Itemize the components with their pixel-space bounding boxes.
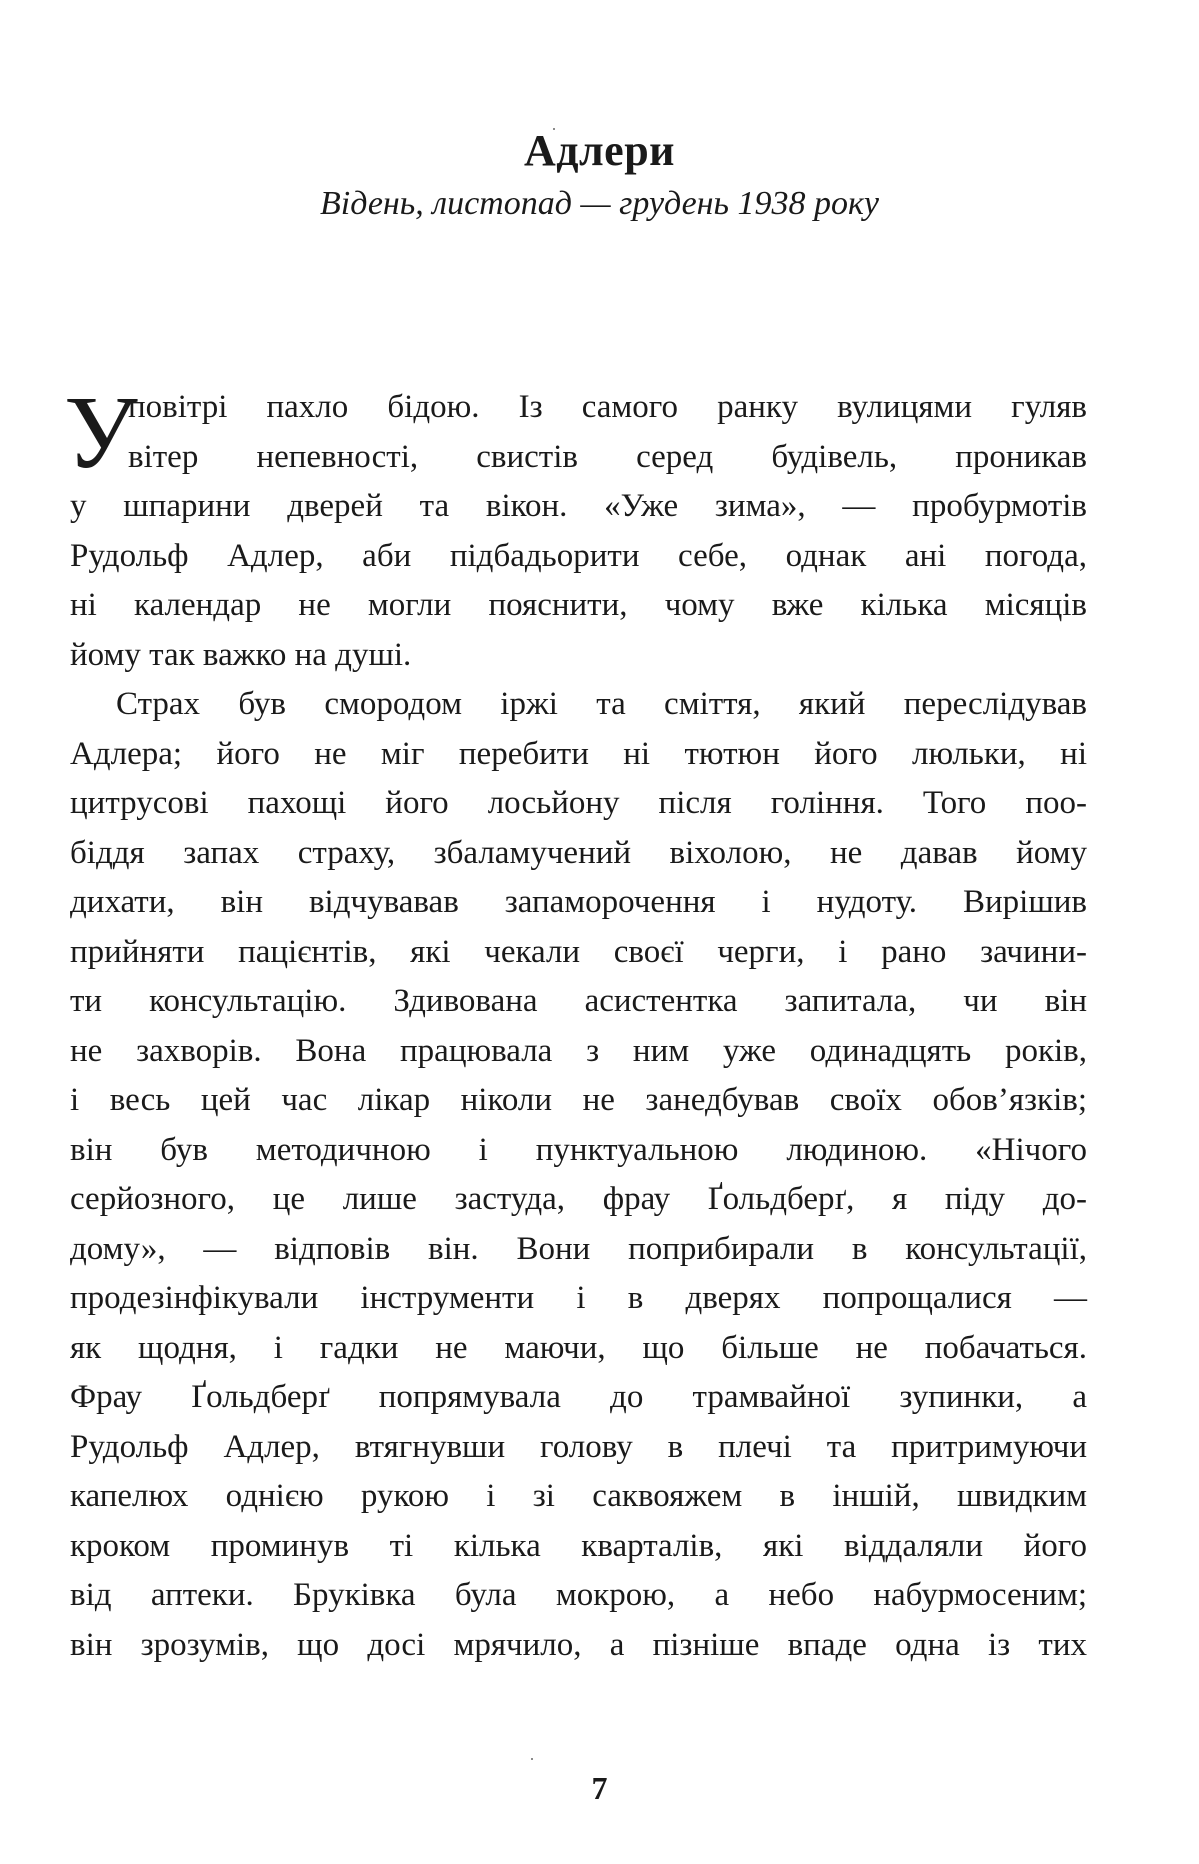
text-line: прийняти пацієнтів, які чекали своєї черги, і рано зачини-	[70, 933, 1087, 970]
text-line: Фрау Ґольдберґ попрямувала до трамвайної зупинки, а	[70, 1379, 1087, 1415]
text-line: він був методичною і пунктуальною людиною. «Нічого	[70, 1131, 1087, 1168]
text-line: дому», — відповів він. Вони поприбирали в консультації,	[70, 1230, 1087, 1267]
text-line: Адлера; його не міг перебити ні тютюн його люльки, ні	[70, 735, 1087, 772]
text-line: біддя запах страху, збаламучений віхолою, не давав йому	[70, 834, 1087, 871]
text-line: від аптеки. Бруківка була мокрою, а небо набурмосеним;	[70, 1577, 1087, 1613]
chapter-subtitle: Відень, листопад — грудень 1938 року	[319, 185, 879, 222]
text-line: ти консультацію. Здивована асистентка запитала, чи він	[70, 983, 1087, 1019]
text-line: кроком проминув ті кілька кварталів, які віддаляли його	[70, 1527, 1087, 1564]
text-line: не захворів. Вона працювала з ним уже одинадцять років,	[70, 1032, 1087, 1069]
text-line: дихати, він відчувавав запаморочення і нудоту. Вирішив	[70, 884, 1087, 920]
text-line: і весь цей час лікар ніколи не занедбував своїх обов’язків;	[70, 1082, 1087, 1118]
text-line: Страх був смородом іржі та сміття, який переслідував	[116, 686, 1087, 722]
chapter-title: Адлери	[523, 126, 676, 175]
text-line: повітрі пахло бідою. Із самого ранку вулицями гуляв	[128, 389, 1087, 425]
text-line: вітер непевності, свистів серед будівель, проникав	[128, 438, 1087, 475]
body-text	[64, 375, 1087, 1670]
text-line: він зрозумів, що досі мрячило, а пізніше впаде одна із тих	[70, 1626, 1087, 1663]
text-line: Рудольф Адлер, втягнувши голову в плечі та притримуючи	[70, 1428, 1087, 1465]
text-line: цитрусові пахощі його лосьйону після гоління. Того поо-	[70, 785, 1087, 821]
text-line: як щодня, і гадки не маючи, що більше не побачаться.	[70, 1329, 1087, 1366]
text-line: продезінфікували інструменти і в дверях попрощалися —	[70, 1280, 1087, 1316]
text-line: йому так важко на душі.	[70, 636, 412, 673]
text-line: капелюх однією рукою і зі саквояжем в іншій, швидким	[70, 1478, 1087, 1514]
text-line: ні календар не могли пояснити, чому вже кілька місяців	[70, 587, 1087, 623]
text-line: серйозного, це лише застуда, фрау Ґольдберґ, я піду до-	[70, 1181, 1087, 1217]
text-line: Рудольф Адлер, аби підбадьорити себе, однак ані погода,	[70, 537, 1087, 574]
drop-cap: У	[64, 375, 138, 490]
scan-speck	[531, 1758, 533, 1760]
text-line: у шпарини дверей та вікон. «Уже зима», — пробурмотів	[70, 488, 1087, 524]
page-number: 7	[591, 1770, 608, 1806]
